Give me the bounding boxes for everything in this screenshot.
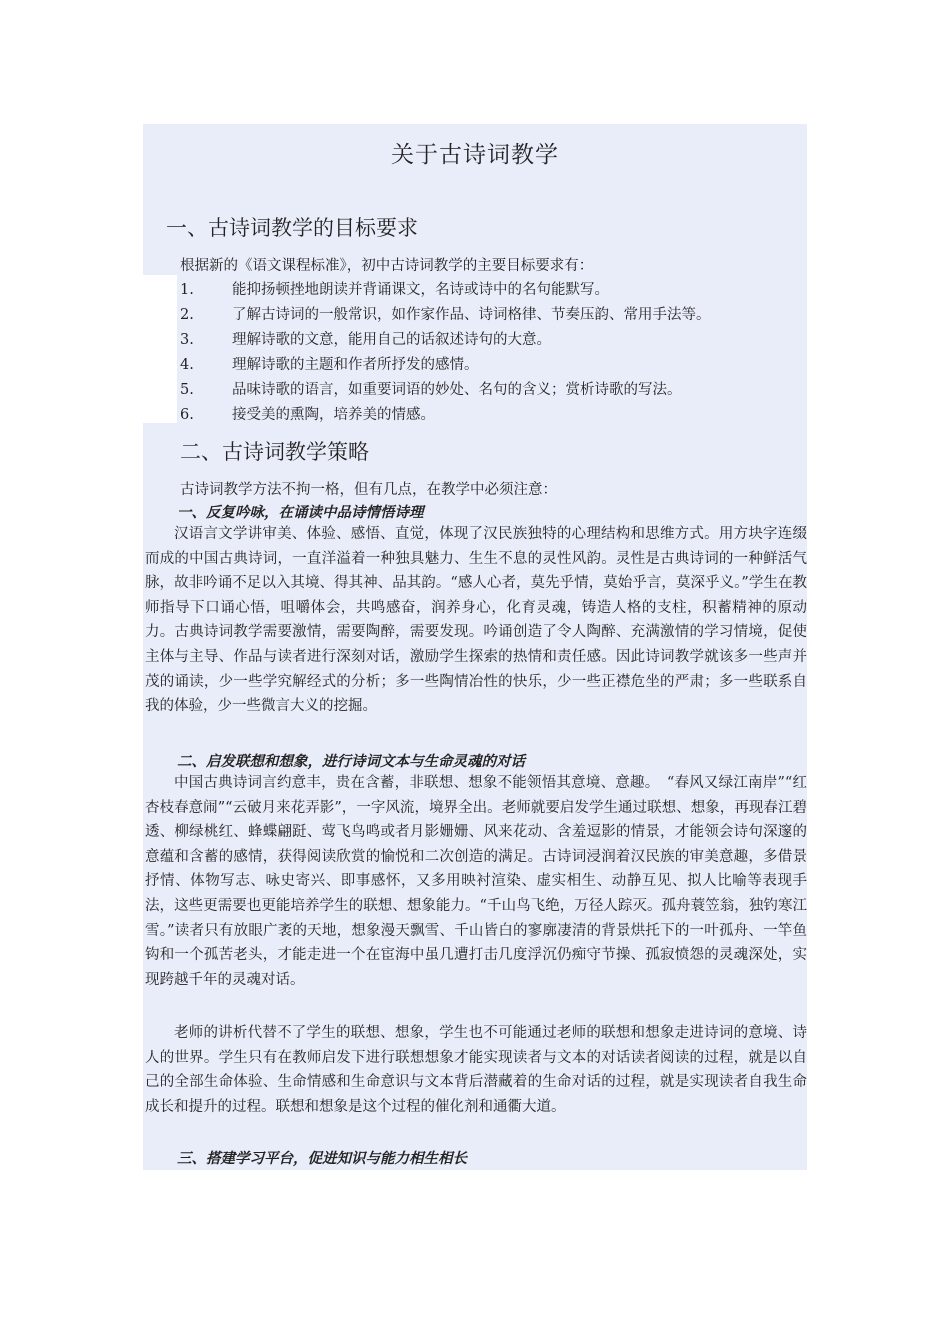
list-text: 接受美的熏陶，培养美的情感。 bbox=[232, 407, 435, 423]
list-text: 理解诗歌的主题和作者所抒发的感情。 bbox=[232, 357, 479, 373]
list-number: 1. bbox=[180, 282, 194, 298]
document-title: 关于古诗词教学 bbox=[391, 142, 559, 168]
paragraph-dialogue: 老师的讲析代替不了学生的联想、想象，学生也不可能通过老师的联想和想象走进诗词的意境、诗人的世界。学生只有在教师启发下进行联想想象才能实现读者与文本的对话读者阅读的过程，就是以自己的全部生命体验、生命情感和生命意识与文本背后潜藏着的生命对话的过程，就是实现读者自我生命成长和提升的过程。联想和想象是这个过程的催化剂和通衢大道。 bbox=[145, 1025, 807, 1115]
list-item bbox=[180, 303, 711, 328]
list-number: 5. bbox=[180, 382, 194, 398]
list-item bbox=[180, 403, 711, 428]
margin-notch bbox=[143, 275, 177, 423]
section1-intro: 根据新的《语文课程标准》，初中古诗词教学的主要目标要求有： bbox=[180, 258, 594, 274]
subheading-platform: 三、搭建学习平台，促进知识与能力相生相长 bbox=[177, 1150, 467, 1167]
list-number: 6. bbox=[180, 407, 194, 423]
list-number: 4. bbox=[180, 357, 194, 373]
list-number: 3. bbox=[180, 332, 194, 348]
list-item bbox=[180, 328, 711, 353]
section2-intro: 古诗词教学方法不拘一格，但有几点，在教学中必须注意： bbox=[180, 482, 557, 498]
list-text: 能抑扬顿挫地朗读并背诵课文，名诗或诗中的名句能默写。 bbox=[232, 282, 609, 298]
subheading-imagination: 二、启发联想和想象，进行诗词文本与生命灵魂的对话 bbox=[177, 753, 525, 770]
list-item bbox=[180, 278, 711, 303]
list-item bbox=[180, 353, 711, 378]
list-text: 理解诗歌的文意，能用自己的话叙述诗句的大意。 bbox=[232, 332, 551, 348]
list-item bbox=[180, 378, 711, 403]
list-text: 了解古诗词的一般常识，如作家作品、诗词格律、节奏压韵、常用手法等。 bbox=[232, 307, 711, 323]
section1-heading: 一、古诗词教学的目标要求 bbox=[166, 216, 418, 240]
paragraph-imagination: 中国古典诗词言约意丰，贵在含蓄，非联想、想象不能领悟其意境、意趣。 “春风又绿江南岸”“红杏枝春意闹”“云破月来花弄影”，一字风流，境界全出。老师就要启发学生通过联想、想象，再现春江碧透、柳绿桃红、蜂蝶翩跹、莺飞鸟鸣或者月影姗姗、风来花动、含羞逗影的情景，才能领会诗句深邃的意蕴和含蓄的感情，获得阅读欣赏的愉悦和二次创造的满足。古诗词浸润着汉民族的审美意趣，多借景抒情、体物写志、咏史寄兴、即事感怀，又多用映衬渲染、虚实相生、动静互见、拟人比喻等表现手法，这些更需要也更能培养学生的联想、想象能力。“千山鸟飞绝，万径人踪灭。孤舟蓑笠翁，独钓寒江雪。”读者只有放眼广袤的天地，想象漫天飘雪、千山皆白的寥廓凄清的背景烘托下的一叶孤舟、一竿鱼钩和一个孤苦老头，才能走进一个在宦海中虽几遭打击几度浮沉仍痴守节操、孤寂愤怨的灵魂深处，实现跨越千年的灵魂对话。 bbox=[145, 775, 807, 988]
paragraph-recitation: 汉语言文学讲审美、体验、感悟、直觉，体现了汉民族独特的心理结构和思维方式。用方块字连缀而成的中国古典诗词，一直洋溢着一种独具魅力、生生不息的灵性风韵。灵性是古典诗词的一种鲜活气脉，故非吟诵不足以入其境、得其神、品其韵。“感人心者，莫先乎情，莫始乎言，莫深乎义。”学生在教师指导下口诵心悟，咀嚼体会，共鸣感奋，润养身心，化育灵魂，铸造人格的支柱，积蓄精神的原动力。古典诗词教学需要激情，需要陶醉，需要发现。吟诵创造了令人陶醉、充满激情的学习情境，促使主体与主导、作品与读者进行深刻对话，激励学生探索的热情和责任感。因此诗词教学就该多一些声并茂的诵读，少一些学究解经式的分析；多一些陶情冶性的快乐，少一些正襟危坐的严肃；多一些联系自我的体验，少一些微言大义的挖掘。 bbox=[145, 526, 807, 715]
section2-heading: 二、古诗词教学策略 bbox=[180, 440, 369, 464]
subheading-recitation: 一、反复吟咏，在诵读中品诗情悟诗理 bbox=[177, 504, 424, 521]
list-text: 品味诗歌的语言，如重要词语的妙处、名句的含义；赏析诗歌的写法。 bbox=[232, 382, 682, 398]
goals-list bbox=[180, 278, 711, 428]
list-number: 2. bbox=[180, 307, 194, 323]
